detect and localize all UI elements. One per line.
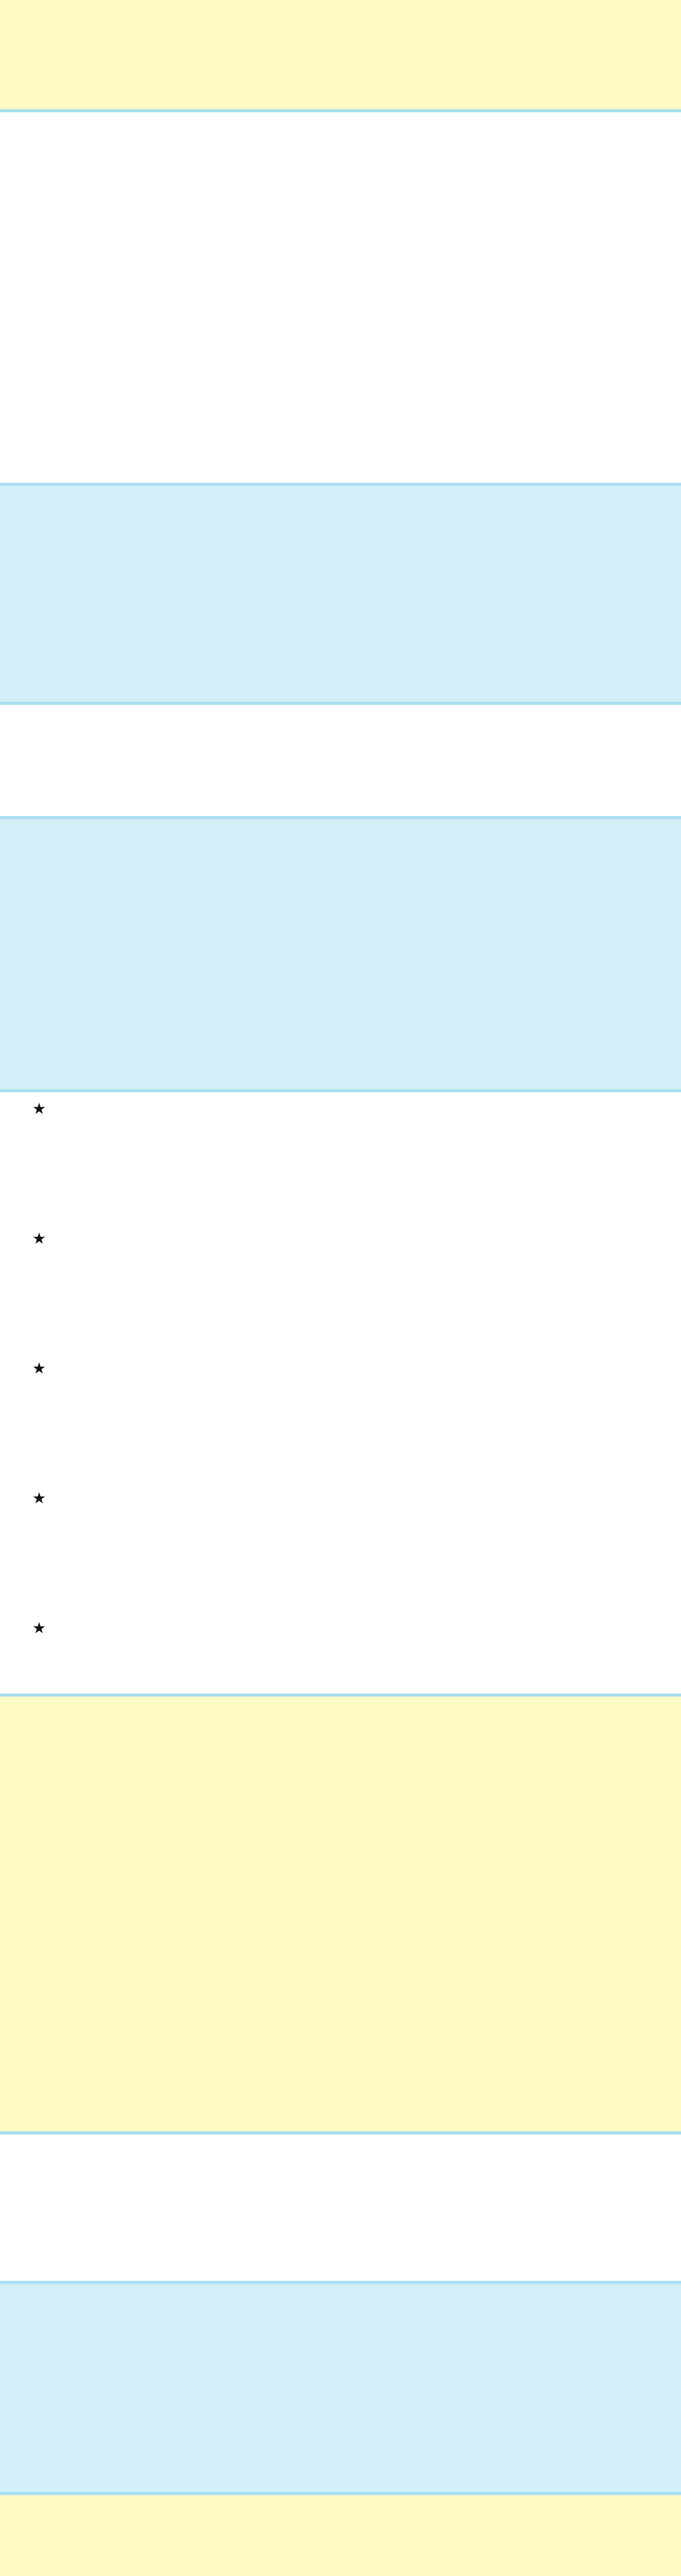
article-paragraph-5 [0,1695,681,1709]
list-item [0,1091,681,1221]
quote-block [0,2282,681,2494]
list-item [0,1480,681,1610]
article-block-4 [0,818,681,1091]
band-divider [0,2131,681,2134]
star-bullet-icon: ★ [32,1100,46,1118]
band-divider [0,816,681,819]
closing-block [0,2494,681,2576]
star-bullet-icon: ★ [32,1619,46,1637]
article-paragraph-3 [0,703,681,718]
list-item [0,1221,681,1350]
quote-paragraph [0,2282,681,2297]
intro-paragraph [0,0,681,14]
article-paragraph-4 [0,818,681,832]
closing-paragraph [0,2494,681,2508]
article-block-6 [0,2133,681,2282]
article-paragraph-1 [0,111,681,125]
article-block-1 [0,111,681,484]
intro-block [0,0,681,111]
band-divider [0,1693,681,1697]
star-bullet-icon: ★ [32,1230,46,1248]
band-divider [0,1089,681,1092]
band-divider [0,702,681,705]
article-block-2 [0,484,681,703]
band-divider [0,109,681,112]
star-bullet-icon: ★ [32,1489,46,1507]
article-paragraph-2 [0,484,681,499]
article-block-5 [0,1695,681,2133]
article-paragraph-6 [0,2133,681,2147]
article-block-3 [0,703,681,818]
band-divider [0,483,681,486]
band-divider [0,2492,681,2495]
band-divider [0,2281,681,2284]
list-block [0,1091,681,1695]
list-item [0,1350,681,1480]
star-bullet-icon: ★ [32,1360,46,1378]
